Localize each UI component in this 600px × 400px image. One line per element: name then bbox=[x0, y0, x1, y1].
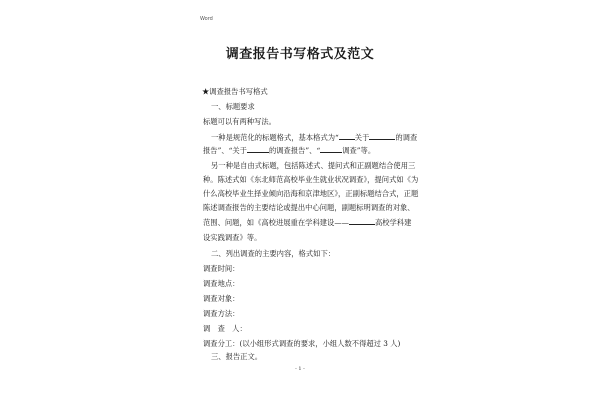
document-title: 调查报告书写格式及范文 bbox=[225, 47, 375, 62]
section1-heading: 一、标题要求 bbox=[211, 102, 255, 111]
paragraph2-line4: 陈述调查报告的主要结论或提出中心问题，副题标明调查的对象、 bbox=[203, 203, 415, 212]
blank-line bbox=[320, 145, 342, 153]
section1-intro: 标题可以有两种写法。 bbox=[203, 117, 276, 126]
blank-line bbox=[339, 132, 355, 140]
para1-text-d: 报告”、“关于 bbox=[203, 146, 247, 155]
field-survey-location: 调查地点： bbox=[203, 279, 240, 288]
blank-line bbox=[369, 132, 395, 140]
para1-text-e: 的调查报告”、“ bbox=[268, 146, 321, 155]
paragraph2-line2: 种。陈述式如《东北师范高校毕业生就业状况调查》，提问式如《为 bbox=[203, 175, 419, 184]
para2-text-a: 范围、问题，如《高校进展重在学科建设—— bbox=[203, 218, 349, 227]
paragraph2-line3: 什么高校毕业生择业倾向沿海和京津地区》，正副标题结合式，正题 bbox=[203, 189, 419, 198]
field-surveyor: 调 查 人： bbox=[203, 324, 247, 333]
field-survey-subject: 调查对象： bbox=[203, 294, 240, 303]
field-survey-time: 调查时间： bbox=[203, 264, 240, 273]
field-survey-method: 调查方法： bbox=[203, 309, 240, 318]
section2-heading: 二、列出调查的主要内容，格式如下： bbox=[211, 249, 336, 258]
para1-text-b: 关于 bbox=[354, 133, 370, 142]
blank-line bbox=[349, 217, 375, 225]
paragraph2-line1: 另一种是自由式标题，包括陈述式、提问式和正副题结合使用三 bbox=[211, 161, 416, 170]
app-label: Word bbox=[200, 16, 213, 22]
paragraph2-line6: 设实践调查》等。 bbox=[203, 233, 262, 242]
paragraph2-line5 bbox=[203, 217, 411, 227]
para2-text-b: 高校学科建 bbox=[374, 218, 412, 227]
format-heading: ★调查报告书写格式 bbox=[202, 87, 268, 96]
paragraph1-line2 bbox=[203, 145, 375, 155]
para1-text-a: 一种是规范化的标题格式，基本格式为“ bbox=[211, 133, 339, 142]
para1-text-c: 的调查 bbox=[395, 133, 418, 142]
blank-line bbox=[247, 145, 269, 153]
paragraph1-line1 bbox=[211, 132, 417, 142]
para1-text-f: 调查”等。 bbox=[342, 146, 376, 155]
field-division-of-work: 调查分工：(以小组形式调查的要求，小组人数不得超过 3 人) bbox=[203, 339, 401, 348]
section3-heading: 三、报告正文。 bbox=[211, 352, 263, 361]
page-number: - 1 - bbox=[295, 366, 305, 372]
